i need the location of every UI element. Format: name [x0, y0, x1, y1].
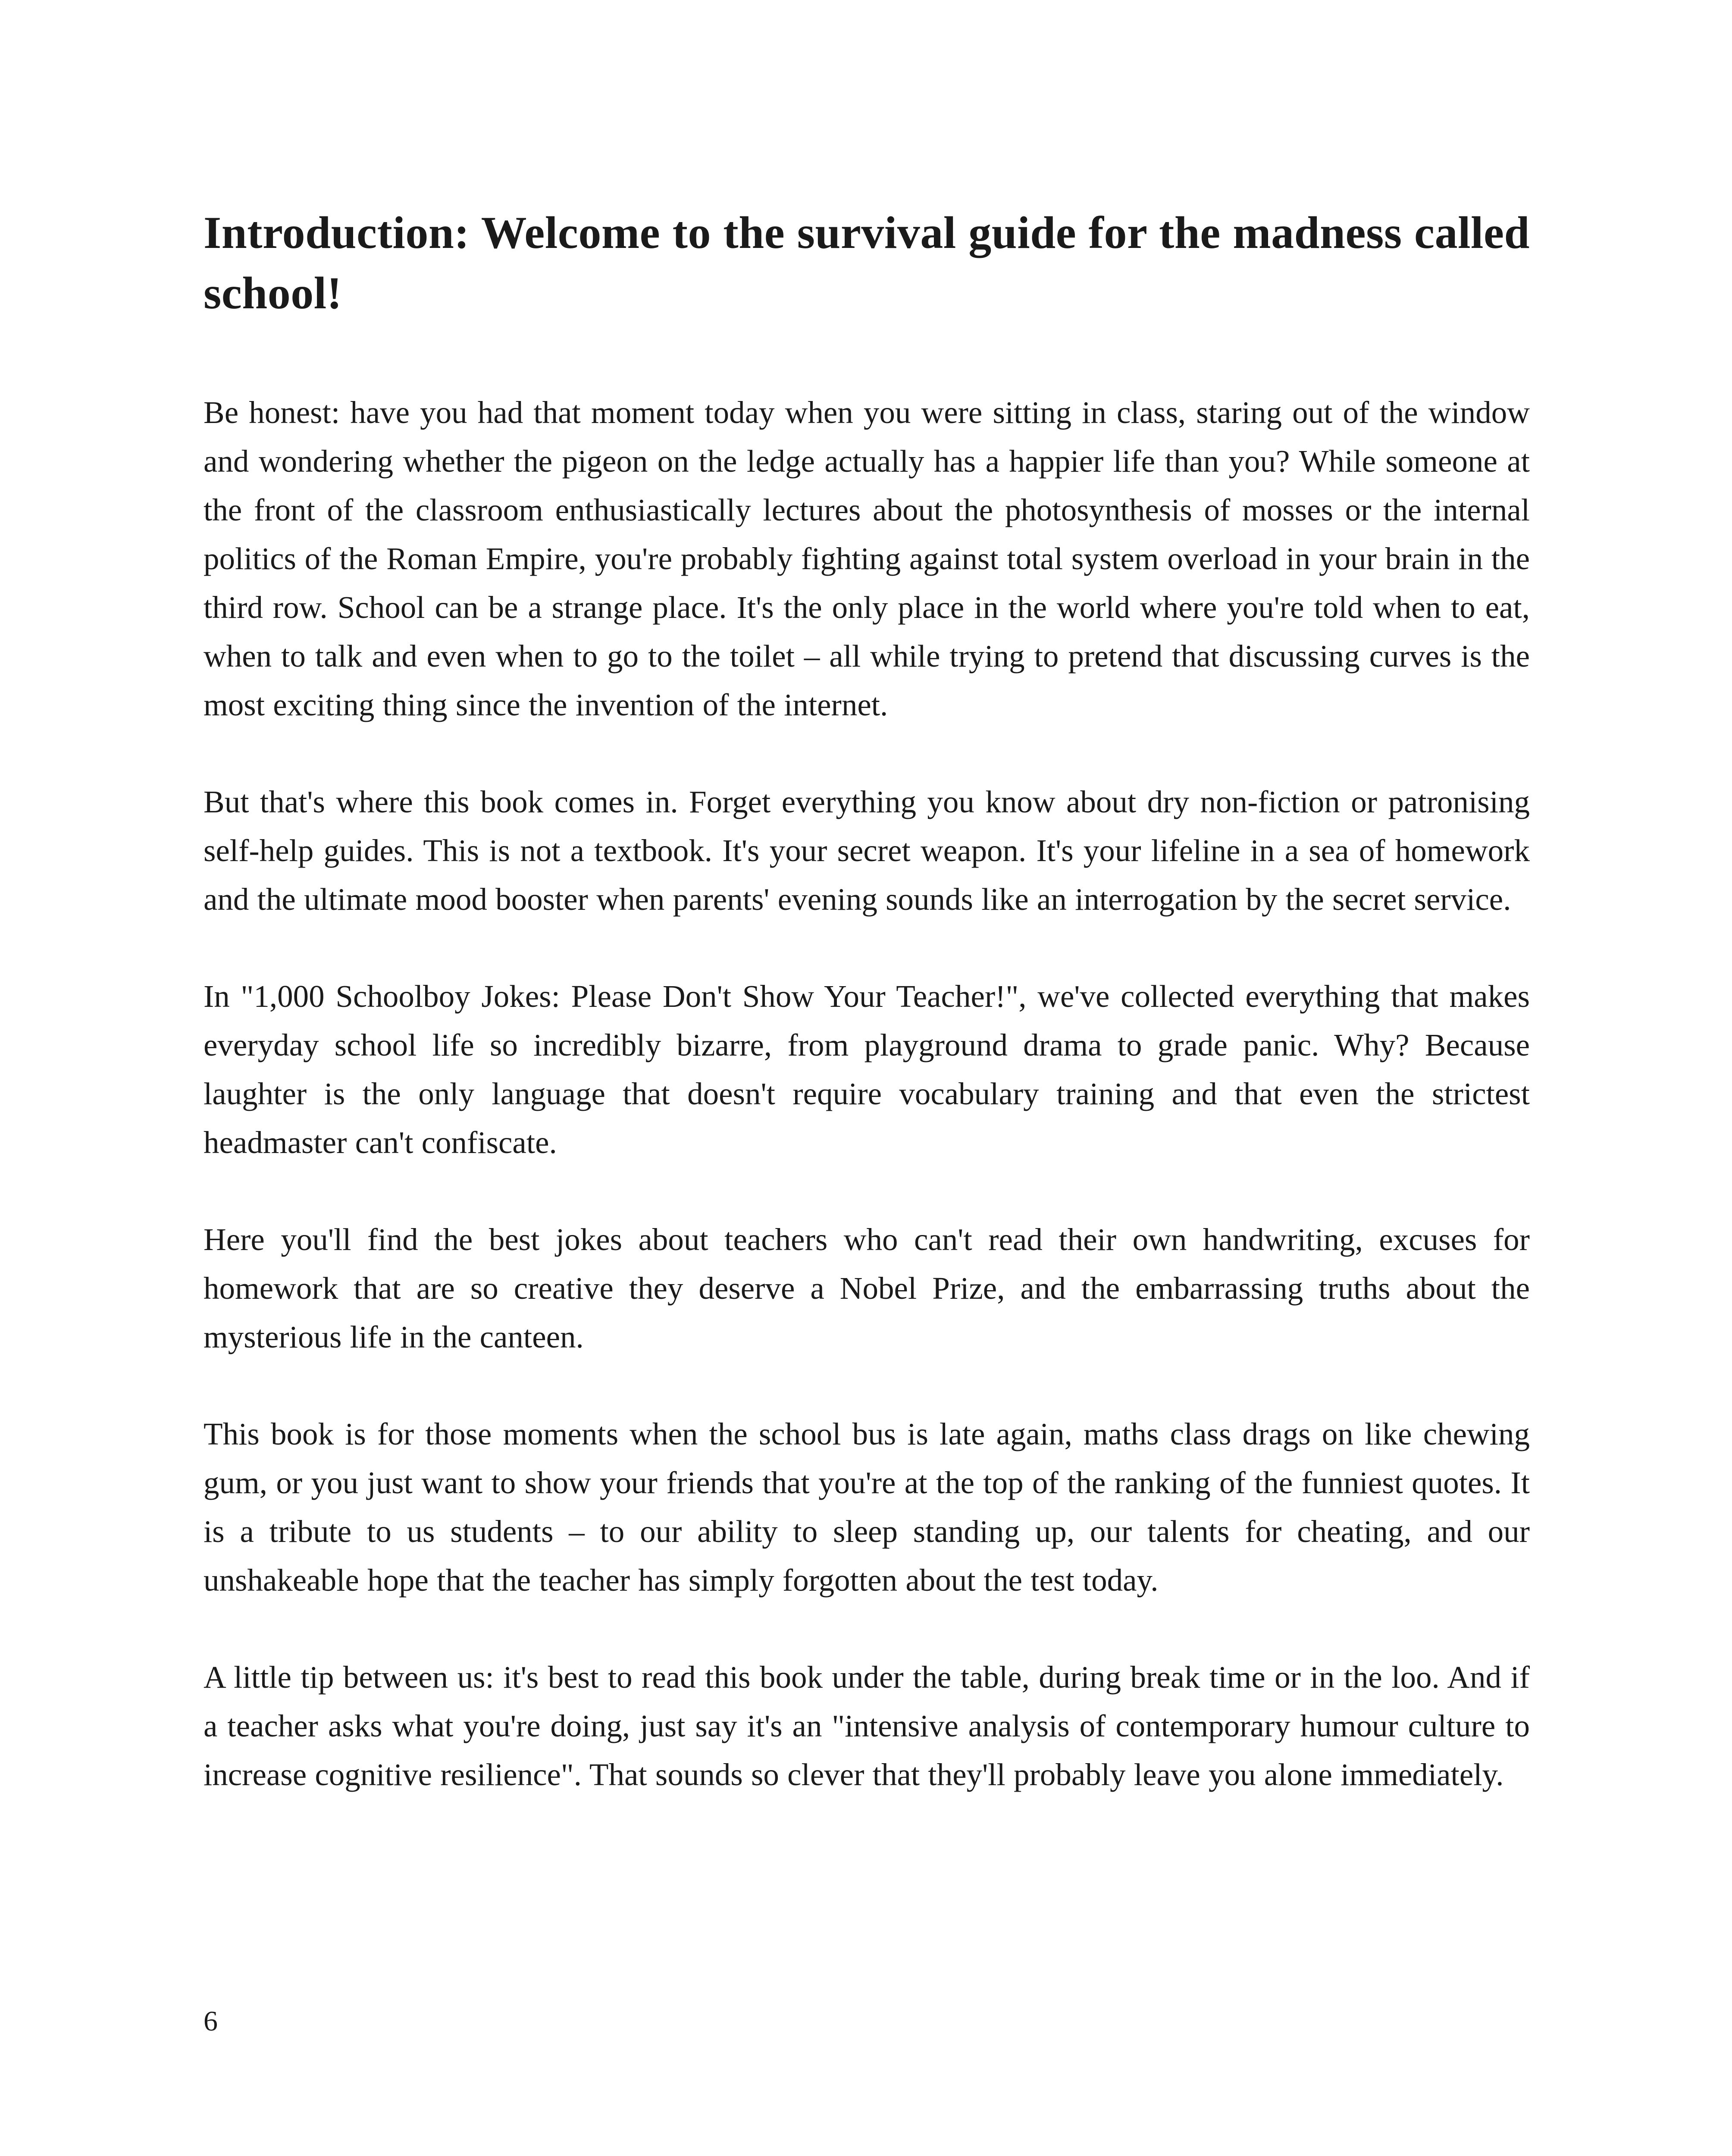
paragraph: A little tip between us: it's best to read this book under the table, during break time or in the loo. And if a teacher asks what you're doing, just say it's an "intensive analysis of contemporary humour culture to increase cognitive resilience". That sounds so clever that they'll probably leave you alone immediately. — [204, 1659, 1530, 1792]
chapter-title: Introduction: Welcome to the survival guide for the madness called school! — [204, 207, 1530, 318]
page-number: 6 — [204, 2006, 218, 2037]
body-text — [204, 388, 1530, 1799]
paragraph: Here you'll find the best jokes about teachers who can't read their own handwriting, excuses for homework that are so creative they deserve a Nobel Prize, and the embarrassing truths about the mysterious life in the canteen. — [204, 1222, 1530, 1354]
paragraph: Be honest: have you had that moment today when you were sitting in class, staring out of the window and wondering whether the pigeon on the ledge actually has a happier life than you? While someone at the front of the classroom enthusiastically lectures about the photosynthesis of mosses or the internal politics of the Roman Empire, you're probably fighting against total system overload in your brain in the third row. School can be a strange place. It's the only place in the world where you're told when to eat, when to talk and even when to go to the toilet – all while trying to pretend that discussing curves is the most exciting thing since the invention of the internet. — [204, 395, 1530, 722]
paragraph: This book is for those moments when the school bus is late again, maths class drags on like chewing gum, or you just want to show your friends that you're at the top of the ranking of the funniest quotes. It is a tribute to us students – to our ability to sleep standing up, our talents for cheating, and our unshakeable hope that the teacher has simply forgotten about the test today. — [204, 1416, 1530, 1598]
paragraph: But that's where this book comes in. Forget everything you know about dry non-fiction or patronising self-help guides. This is not a textbook. It's your secret weapon. It's your lifeline in a sea of homework and the ultimate mood booster when parents' evening sounds like an interrogation by the secret service. — [204, 784, 1530, 917]
page-content — [204, 203, 1530, 1847]
paragraph: In "1,000 Schoolboy Jokes: Please Don't Show Your Teacher!", we've collected everything that makes everyday school life so incredibly bizarre, from playground drama to grade panic. Why? Because laughter is the only language that doesn't require vocabulary training and that even the strictest headmaster can't confiscate. — [204, 978, 1530, 1160]
